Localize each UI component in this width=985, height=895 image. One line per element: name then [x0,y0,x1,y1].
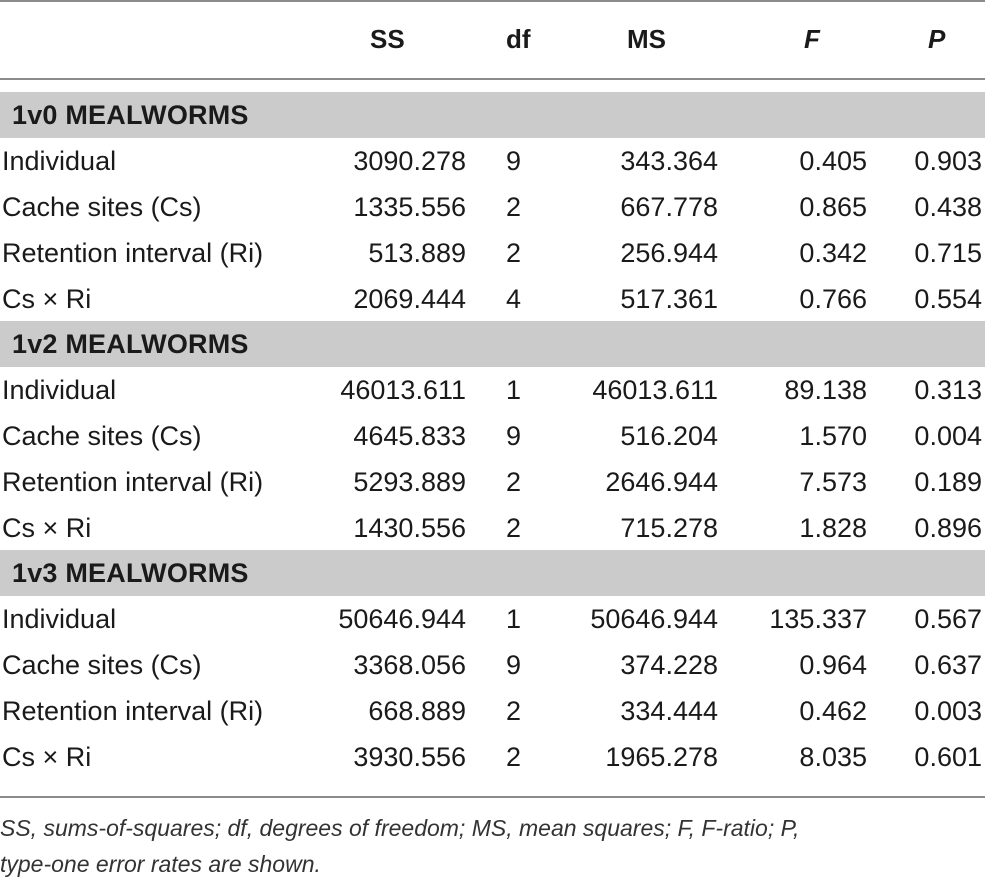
cell-p: 0.189 [914,467,982,497]
cell-df: 4 [506,284,522,314]
cell-p: 0.601 [914,742,982,772]
row-label: Individual [2,146,117,176]
cell-ss: 1430.556 [353,513,466,543]
cell-df: 2 [506,192,522,222]
cell-p: 0.903 [914,146,982,176]
header-f: F [804,24,820,54]
cell-ss: 3368.056 [353,650,466,680]
section-title: 1v2 MEALWORMS [12,329,249,359]
row-label: Retention interval (Ri) [2,238,264,268]
cell-ss: 46013.611 [340,375,466,405]
cell-p: 0.554 [914,284,982,314]
row-label: Cache sites (Cs) [2,421,202,451]
cell-df: 2 [506,696,522,726]
cell-ms: 516.204 [620,421,718,451]
table-row [0,276,985,322]
cell-df: 2 [506,238,522,268]
cell-ss: 3090.278 [353,146,466,176]
cell-ms: 343.364 [620,146,718,176]
cell-f: 7.573 [799,467,867,497]
table-row [0,367,985,413]
cell-df: 9 [506,421,522,451]
table-header-rule [0,78,985,80]
table-row [0,413,985,459]
cell-f: 0.462 [799,696,867,726]
cell-p: 0.637 [914,650,982,680]
row-label: Cs × Ri [2,513,92,543]
cell-df: 2 [506,513,522,543]
cell-p: 0.438 [914,192,982,222]
cell-ms: 256.944 [620,238,718,268]
cell-p: 0.004 [914,421,982,451]
cell-f: 8.035 [799,742,867,772]
row-label: Cs × Ri [2,742,92,772]
cell-ms: 517.361 [620,284,718,314]
table-bottom-rule [0,796,985,798]
cell-ms: 667.778 [620,192,718,222]
cell-ms: 1965.278 [605,742,718,772]
section-header-1v3 [0,550,985,596]
header-df: df [506,24,531,54]
cell-df: 2 [506,467,522,497]
table-footnote [0,810,975,882]
table-row [0,688,985,734]
cell-df: 1 [506,604,522,634]
header-ss: SS [370,24,405,54]
row-label: Retention interval (Ri) [2,467,264,497]
cell-ms: 334.444 [620,696,718,726]
table-row [0,505,985,551]
cell-df: 9 [506,650,522,680]
section-header-1v2 [0,321,985,367]
cell-f: 135.337 [769,604,867,634]
cell-f: 0.342 [799,238,867,268]
section-title: 1v0 MEALWORMS [12,100,249,130]
table-row [0,596,985,642]
table-row [0,230,985,276]
cell-f: 0.766 [799,284,867,314]
cell-ss: 668.889 [368,696,466,726]
table-row [0,734,985,780]
row-label: Retention interval (Ri) [2,696,264,726]
cell-ss: 513.889 [368,238,466,268]
cell-p: 0.715 [914,238,982,268]
table-row [0,184,985,230]
cell-p: 0.313 [914,375,982,405]
cell-f: 0.405 [799,146,867,176]
section-header-1v0 [0,92,985,138]
table-row [0,459,985,505]
cell-f: 0.964 [799,650,867,680]
cell-f: 0.865 [799,192,867,222]
cell-f: 1.570 [799,421,867,451]
cell-ms: 715.278 [620,513,718,543]
cell-ms: 46013.611 [592,375,718,405]
cell-p: 0.896 [914,513,982,543]
table-row [0,642,985,688]
cell-ss: 5293.889 [353,467,466,497]
cell-df: 2 [506,742,522,772]
section-title: 1v3 MEALWORMS [12,558,249,588]
table-header-row [0,14,985,64]
row-label: Cache sites (Cs) [2,192,202,222]
row-label: Individual [2,604,117,634]
cell-p: 0.003 [914,696,982,726]
table-top-rule [0,0,985,2]
cell-ss: 1335.556 [353,192,466,222]
footnote-line-1: SS, sums-of-squares; df, degrees of freedom; MS, mean squares; F, F-ratio; P, [0,815,800,841]
row-label: Cache sites (Cs) [2,650,202,680]
cell-ss: 50646.944 [338,604,466,634]
cell-ss: 2069.444 [353,284,466,314]
footnote-line-2: type-one error rates are shown. [0,851,321,877]
table-row [0,138,985,184]
cell-p: 0.567 [914,604,982,634]
cell-f: 89.138 [784,375,867,405]
cell-ms: 374.228 [620,650,718,680]
header-p: P [928,24,946,54]
row-label: Individual [2,375,117,405]
cell-ss: 3930.556 [353,742,466,772]
row-label: Cs × Ri [2,284,92,314]
cell-f: 1.828 [799,513,867,543]
header-ms: MS [627,24,666,54]
cell-ms: 2646.944 [605,467,718,497]
cell-df: 1 [506,375,522,405]
cell-ms: 50646.944 [590,604,718,634]
cell-df: 9 [506,146,522,176]
cell-ss: 4645.833 [353,421,466,451]
